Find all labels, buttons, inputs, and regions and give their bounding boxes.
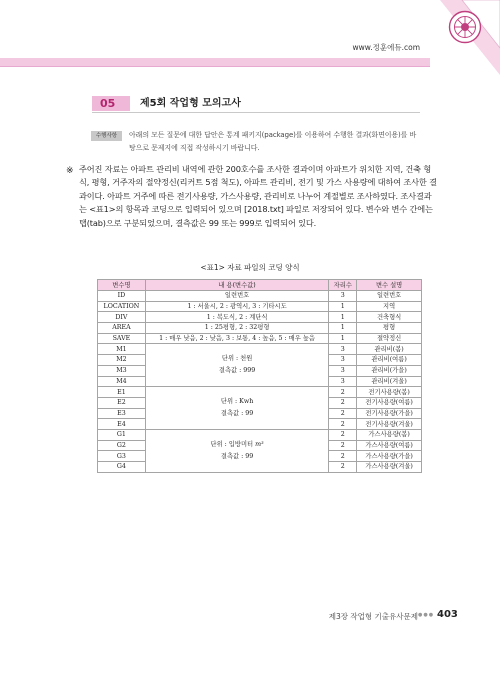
cell-name: G3 <box>98 451 146 462</box>
table-row <box>98 291 422 302</box>
cell-digits: 1 <box>329 312 357 323</box>
cell-name: G2 <box>98 440 146 451</box>
cell-label: 전기사용량(겨울) <box>357 419 422 430</box>
cell-name: ID <box>98 291 146 302</box>
rosette-logo-icon <box>448 10 482 44</box>
cell-name: M4 <box>98 376 146 387</box>
cell-digits: 2 <box>329 462 357 473</box>
table-row <box>98 312 422 323</box>
cell-name: M1 <box>98 344 146 355</box>
cell-digits: 2 <box>329 440 357 451</box>
cell-label: 가스사용량(겨울) <box>357 462 422 473</box>
cell-digits: 2 <box>329 451 357 462</box>
table-header-row <box>98 280 422 291</box>
coding-table <box>97 279 422 473</box>
cell-name: E4 <box>98 419 146 430</box>
footer-dots: ●●● <box>418 612 435 618</box>
cell-label: 관리비(봄) <box>357 344 422 355</box>
cell-name: M2 <box>98 355 146 366</box>
instruction-text: 아래의 모든 질문에 대한 답안은 통계 패키지(package)를 이용하여 수행한 결과(화면이용)를 바탕으로 문제지에 직접 작성하시기 바랍니다. <box>129 131 417 152</box>
cell-name: E1 <box>98 387 146 398</box>
cell-desc: 1 : 복도식, 2 : 계단식 <box>145 312 329 323</box>
merged-unit-line: 단위 : 천원 <box>221 355 253 363</box>
cell-name: E2 <box>98 397 146 408</box>
header-digits: 자리수 <box>329 280 357 291</box>
cell-label: 가스사용량(여름) <box>357 440 422 451</box>
merged-missing-line: 결측값 : 999 <box>218 367 256 375</box>
cell-label: 일련번호 <box>357 291 422 302</box>
cell-digits: 3 <box>329 365 357 376</box>
merged-unit-symbol: m³ <box>255 440 264 448</box>
cell-label: 전기사용량(봄) <box>357 387 422 398</box>
instruction-badge: 수행사항 <box>91 131 122 141</box>
cell-name: DIV <box>98 312 146 323</box>
cell-digits: 2 <box>329 419 357 430</box>
cell-name: AREA <box>98 323 146 334</box>
cell-desc: 1 : 서울시, 2 : 광역시, 3 : 기타시도 <box>145 301 329 312</box>
header-variable-name: 변수명 <box>98 280 146 291</box>
merged-missing-line: 결측값 : 99 <box>220 452 254 460</box>
cell-name: LOCATION <box>98 301 146 312</box>
cell-label: 관리비(겨울) <box>357 376 422 387</box>
site-url: www.정훈에듀.com <box>352 43 420 52</box>
cell-label: 평형 <box>357 323 422 334</box>
cell-name: SAVE <box>98 333 146 344</box>
cell-merged-electricity-unit <box>145 387 329 430</box>
cell-digits: 2 <box>329 408 357 419</box>
cell-label: 가스사용량(가을) <box>357 451 422 462</box>
table-row <box>98 323 422 334</box>
question-text: 주어진 자료는 아파트 관리비 내역에 관한 200호수를 조사한 결과이며 아파트가 위치한 지역, 건축 형식, 평형, 거주자의 절약정신(리커트 5점 척도), 아파트 관리비, 전기 및 가스 사용량에 대하여 조사한 결과이다. 아파트 거주에 따른 전기사용량, 가스사용량, 관리비로 나누어 계절별로 조사하였다. 조사결과는 <표1>의 항목과 코딩으로 입력되어 있으며 [2018.txt] 파일로 저장되어 있다. 변수와 변수 간에는 탭(tab)으로 구분되었으며, 결측값은 99 또는 999로 입력되어 있다. <box>79 164 437 228</box>
cell-digits: 1 <box>329 333 357 344</box>
cell-label: 관리비(여름) <box>357 355 422 366</box>
merged-unit-line: 단위 : Kwh <box>220 398 254 406</box>
cell-name: E3 <box>98 408 146 419</box>
merged-unit-text: 단위 : 입방미터 <box>210 440 254 448</box>
table-row <box>98 429 422 440</box>
cell-digits: 3 <box>329 344 357 355</box>
header-content: 내 용(변수값) <box>145 280 329 291</box>
section-number: 05 <box>100 97 116 110</box>
footer-chapter-title: 제3장 작업형 기출유사문제 <box>328 612 418 621</box>
cell-label: 건축형식 <box>357 312 422 323</box>
cell-name: G1 <box>98 429 146 440</box>
cell-digits: 3 <box>329 291 357 302</box>
table-caption: <표1> 자료 파일의 코딩 양식 <box>200 263 300 272</box>
header-accent-strip <box>0 58 430 66</box>
table-row <box>98 301 422 312</box>
cell-digits: 3 <box>329 355 357 366</box>
cell-label: 지역 <box>357 301 422 312</box>
cell-label: 전기사용량(가을) <box>357 408 422 419</box>
cell-name: M3 <box>98 365 146 376</box>
cell-desc: 일련번호 <box>145 291 329 302</box>
section-divider <box>92 112 420 113</box>
table-row <box>98 344 422 355</box>
cell-digits: 3 <box>329 376 357 387</box>
cell-digits: 1 <box>329 301 357 312</box>
question-reference-mark: ※ <box>66 166 74 176</box>
section-title: 제5회 작업형 모의고사 <box>140 98 241 109</box>
cell-digits: 2 <box>329 387 357 398</box>
cell-desc: 1 : 25평형, 2 : 32평형 <box>145 323 329 334</box>
page-number: 403 <box>437 609 458 620</box>
cell-label: 가스사용량(봄) <box>357 429 422 440</box>
cell-label: 절약정신 <box>357 333 422 344</box>
cell-label: 전기사용량(여름) <box>357 397 422 408</box>
merged-unit-line <box>148 439 327 451</box>
cell-digits: 2 <box>329 429 357 440</box>
cell-merged-gas-unit <box>145 429 329 472</box>
cell-label: 관리비(가을) <box>357 365 422 376</box>
table-row <box>98 333 422 344</box>
cell-digits: 1 <box>329 323 357 334</box>
merged-missing-line: 결측값 : 99 <box>220 410 254 418</box>
cell-name: G4 <box>98 462 146 473</box>
cell-merged-maintenance-unit <box>145 344 329 387</box>
cell-digits: 2 <box>329 397 357 408</box>
header-accent-line <box>0 66 430 67</box>
header-description: 변수 설명 <box>357 280 422 291</box>
cell-desc: 1 : 매우 낮음, 2 : 낮음, 3 : 보통, 4 : 높음, 5 : 매우 높음 <box>145 333 329 344</box>
table-row <box>98 387 422 398</box>
